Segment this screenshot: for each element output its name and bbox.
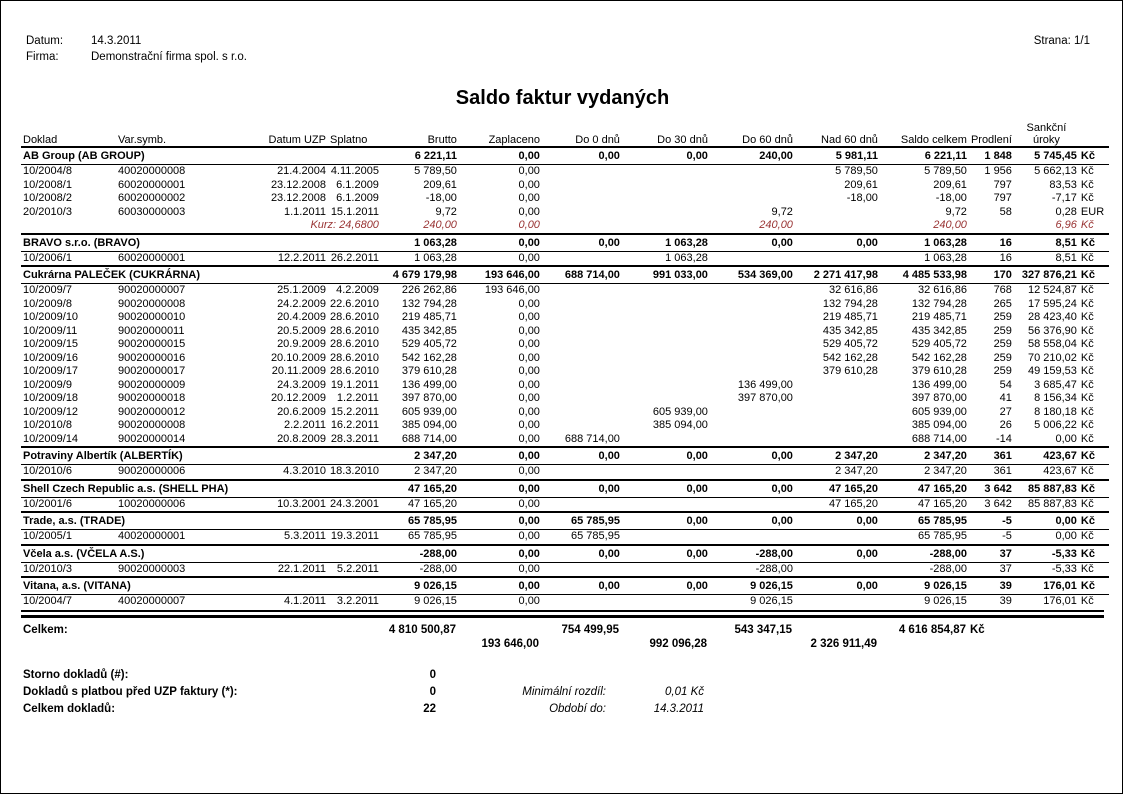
invoice-row: 10/2010/6 90020000006 4.3.2010 18.3.2010 2 347,20 0,00 2 347,20 2 347,20 361 423,67 Kč (23, 465, 1094, 477)
invoice-row: 10/2004/7 40020000007 4.1.2011 3.2.2011 9 026,15 0,00 9 026,15 9 026,15 39 176,01 Kč (23, 595, 1094, 607)
invoice-row: 10/2008/1 60020000001 23.12.2008 6.1.2009 209,61 0,00 209,61 209,61 797 83,53 Kč (23, 178, 1094, 191)
group-row: Vitana, a.s. (VITANA) 9 026,15 0,00 0,00 0,00 9 026,15 0,00 9 026,15 39 176,01 Kč (21, 577, 1109, 595)
totals-row-2 (21, 637, 1104, 651)
uzp-payments-value: 0 (429, 685, 436, 698)
date-value: 14.3.2011 (91, 35, 142, 47)
storno-label: Storno dokladů (#): (23, 668, 129, 681)
invoice-row: 10/2009/16 90020000016 20.10.2009 28.6.2010 542 162,28 0,00 542 162,28 542 162,28 259 70 210,02 Kč (23, 351, 1094, 364)
group-name: BRAVO s.r.o. (BRAVO) (21, 234, 381, 252)
min-diff-value: 0,01 Kč (665, 685, 704, 698)
col-header-do0: Do 0 dnů (542, 122, 622, 147)
invoice-row: 10/2009/12 90020000012 20.6.2009 15.2.2011 605 939,00 0,00 605 939,00 605 939,00 27 8 180,18 Kč (23, 405, 1094, 418)
group-name: Trade, a.s. (TRADE) (21, 512, 381, 530)
invoice-row: 10/2008/2 60020000002 23.12.2008 6.1.2009 -18,00 0,00 -18,00 -18,00 797 -7,17 Kč (23, 192, 1094, 204)
total-do30: 992 096,28 (649, 637, 707, 650)
saldo-table (21, 122, 1109, 609)
invoice-row: 10/2004/8 40020000008 21.4.2004 4.11.2005 5 789,50 0,00 5 789,50 5 789,50 1 956 5 662,13 Kč (23, 165, 1094, 177)
group-row: Shell Czech Republic a.s. (SHELL PHA) 47 165,20 0,00 0,00 0,00 0,00 47 165,20 47 165,20 3 642 85 887,83 Kč (21, 480, 1109, 498)
col-header-datum-uzp: Datum UZP (236, 122, 328, 147)
total-saldo: 4 616 854,87 (898, 623, 966, 636)
group-row: BRAVO s.r.o. (BRAVO) 1 063,28 0,00 0,00 1 063,28 0,00 0,00 1 063,28 16 8,51 Kč (21, 234, 1109, 252)
report-title: Saldo faktur vydaných (455, 87, 670, 109)
total-nad60: 2 326 911,49 (810, 637, 877, 650)
footer-row (21, 701, 706, 718)
group-name: AB Group (AB GROUP) (21, 147, 381, 165)
col-header-currency (1079, 122, 1109, 147)
invoice-row: 10/2009/18 90020000018 20.12.2009 1.2.2011 397 870,00 0,00 397 870,00 397 870,00 41 8 156,34 Kč (23, 392, 1094, 404)
invoice-row: 10/2009/7 90020000007 25.1.2009 4.2.2009 226 262,86 193 646,00 32 616,86 32 616,86 768 12 524,87 Kč (23, 284, 1094, 296)
col-header-prodleni: Prodlení (969, 122, 1014, 147)
report-header (1, 1, 1122, 67)
period-label: Období do: (549, 702, 606, 715)
invoice-row: 10/2005/1 40020000001 5.3.2011 19.3.2011 65 785,95 0,00 65 785,95 65 785,95 -5 0,00 Kč (23, 530, 1094, 542)
invoice-row: 10/2010/8 90020000008 2.2.2011 16.2.2011 385 094,00 0,00 385 094,00 385 094,00 26 5 006,22 Kč (23, 419, 1094, 431)
invoice-row: 10/2009/10 90020000010 20.4.2009 28.6.2010 219 485,71 0,00 219 485,71 219 485,71 259 28 423,40 Kč (23, 311, 1094, 323)
report-meta (26, 35, 247, 67)
storno-value: 0 (429, 668, 436, 681)
invoice-row: 10/2009/8 90020000008 24.2.2009 22.6.2010 132 794,28 0,00 132 794,28 132 794,28 265 17 595,24 Kč (23, 297, 1094, 310)
col-header-nad60: Nad 60 dnů (795, 122, 880, 147)
invoice-row: 10/2010/3 90020000003 22.1.2011 5.2.2011 -288,00 0,00 -288,00 -288,00 37 -5,33 Kč (23, 562, 1094, 575)
totals-row-1 (21, 623, 1104, 637)
invoice-row: 10/2009/15 90020000015 20.9.2009 28.6.2010 529 405,72 0,00 529 405,72 529 405,72 259 58 558,04 Kč (23, 338, 1094, 350)
footer-table (21, 667, 706, 718)
date-label: Datum: (26, 35, 64, 47)
totals-table (21, 623, 1104, 651)
invoice-row: 10/2009/14 90020000014 20.8.2009 28.3.2011 688 714,00 0,00 688 714,00 688 714,00 -14 0,00 Kč (23, 432, 1094, 445)
invoice-row: 10/2009/9 90020000009 24.3.2009 19.1.2011 136 499,00 0,00 136 499,00 136 499,00 54 3 685,47 Kč (23, 378, 1094, 391)
invoice-row: 10/2009/17 90020000017 20.11.2009 28.6.2010 379 610,28 0,00 379 610,28 379 610,28 259 49 159,53 Kč (23, 365, 1094, 377)
col-header-do30: Do 30 dnů (622, 122, 710, 147)
invoice-row: 20/2010/3 60030000003 1.1.2011 15.1.2011 9,72 0,00 9,72 9,72 58 0,28 EUR (23, 205, 1105, 218)
group-name: Shell Czech Republic a.s. (SHELL PHA) (21, 480, 381, 498)
group-row: Cukrárna PALEČEK (CUKRÁRNA) 4 679 179,98 193 646,00 688 714,00 991 033,00 534 369,00 2 271 417,98 4 485 533,98 170 327 876,21 Kč (21, 266, 1109, 284)
page-number: Strana: 1/1 (1033, 35, 1090, 47)
total-zaplaceno: 193 646,00 (481, 637, 539, 650)
column-header-row (21, 122, 1109, 147)
total-do60: 543 347,15 (734, 623, 792, 636)
total-brutto: 4 810 500,87 (388, 623, 456, 636)
group-row: Potraviny Albertík (ALBERTÍK) 2 347,20 0,00 0,00 0,00 0,00 2 347,20 2 347,20 361 423,67 Kč (21, 447, 1109, 465)
totals-label: Celkem: (23, 623, 68, 636)
col-header-brutto: Brutto (381, 122, 459, 147)
total-do0: 754 499,95 (561, 623, 619, 636)
invoice-row: 10/2006/1 60020000001 12.2.2011 26.2.2011 1 063,28 0,00 1 063,28 1 063,28 16 8,51 Kč (23, 251, 1094, 264)
col-header-doklad: Doklad (21, 122, 116, 147)
footer-row (21, 684, 706, 701)
footer-row (21, 667, 706, 684)
firm-value: Demonstrační firma spol. s r.o. (91, 51, 247, 63)
group-name: Vitana, a.s. (VITANA) (21, 577, 381, 595)
col-header-do60: Do 60 dnů (710, 122, 795, 147)
col-header-zaplaceno: Zaplaceno (459, 122, 542, 147)
exchange-rate-row: Kurz: 24,6800 240,00 0,00 240,00 240,00 6,96 Kč (310, 219, 1094, 231)
total-currency: Kč (970, 623, 985, 636)
col-header-splatno: Splatno (328, 122, 381, 147)
col-header-varsymb: Var.symb. (116, 122, 236, 147)
group-name: Potraviny Albertík (ALBERTÍK) (21, 447, 381, 465)
group-row: Včela a.s. (VČELA A.S.) -288,00 0,00 0,00 0,00 -288,00 0,00 -288,00 37 -5,33 Kč (21, 545, 1109, 563)
group-row: Trade, a.s. (TRADE) 65 785,95 0,00 65 785,95 0,00 0,00 0,00 65 785,95 -5 0,00 Kč (21, 512, 1109, 530)
doc-count-label: Celkem dokladů: (23, 702, 116, 715)
bottom-double-rule (21, 610, 1104, 618)
period-value: 14.3.2011 (653, 702, 704, 715)
col-header-saldo: Saldo celkem (880, 122, 969, 147)
min-diff-label: Minimální rozdíl: (522, 685, 606, 698)
group-name: Cukrárna PALEČEK (CUKRÁRNA) (21, 266, 381, 284)
invoice-row: 10/2009/11 90020000011 20.5.2009 28.6.2010 435 342,85 0,00 435 342,85 435 342,85 259 56 376,90 Kč (23, 324, 1094, 337)
col-header-sankcni-uroky: Sankční úroky (1014, 122, 1079, 147)
uzp-payments-label: Dokladů s platbou před UZP faktury (*): (23, 685, 238, 698)
doc-count-value: 22 (423, 702, 436, 715)
group-row: AB Group (AB GROUP) 6 221,11 0,00 0,00 0,00 240,00 5 981,11 6 221,11 1 848 5 745,45 Kč (21, 147, 1109, 165)
invoice-row: 10/2001/6 10020000006 10.3.2001 24.3.2001 47 165,20 0,00 47 165,20 47 165,20 3 642 85 887,83 Kč (23, 497, 1094, 510)
firm-label: Firma: (26, 51, 59, 63)
group-name: Včela a.s. (VČELA A.S.) (21, 545, 381, 563)
